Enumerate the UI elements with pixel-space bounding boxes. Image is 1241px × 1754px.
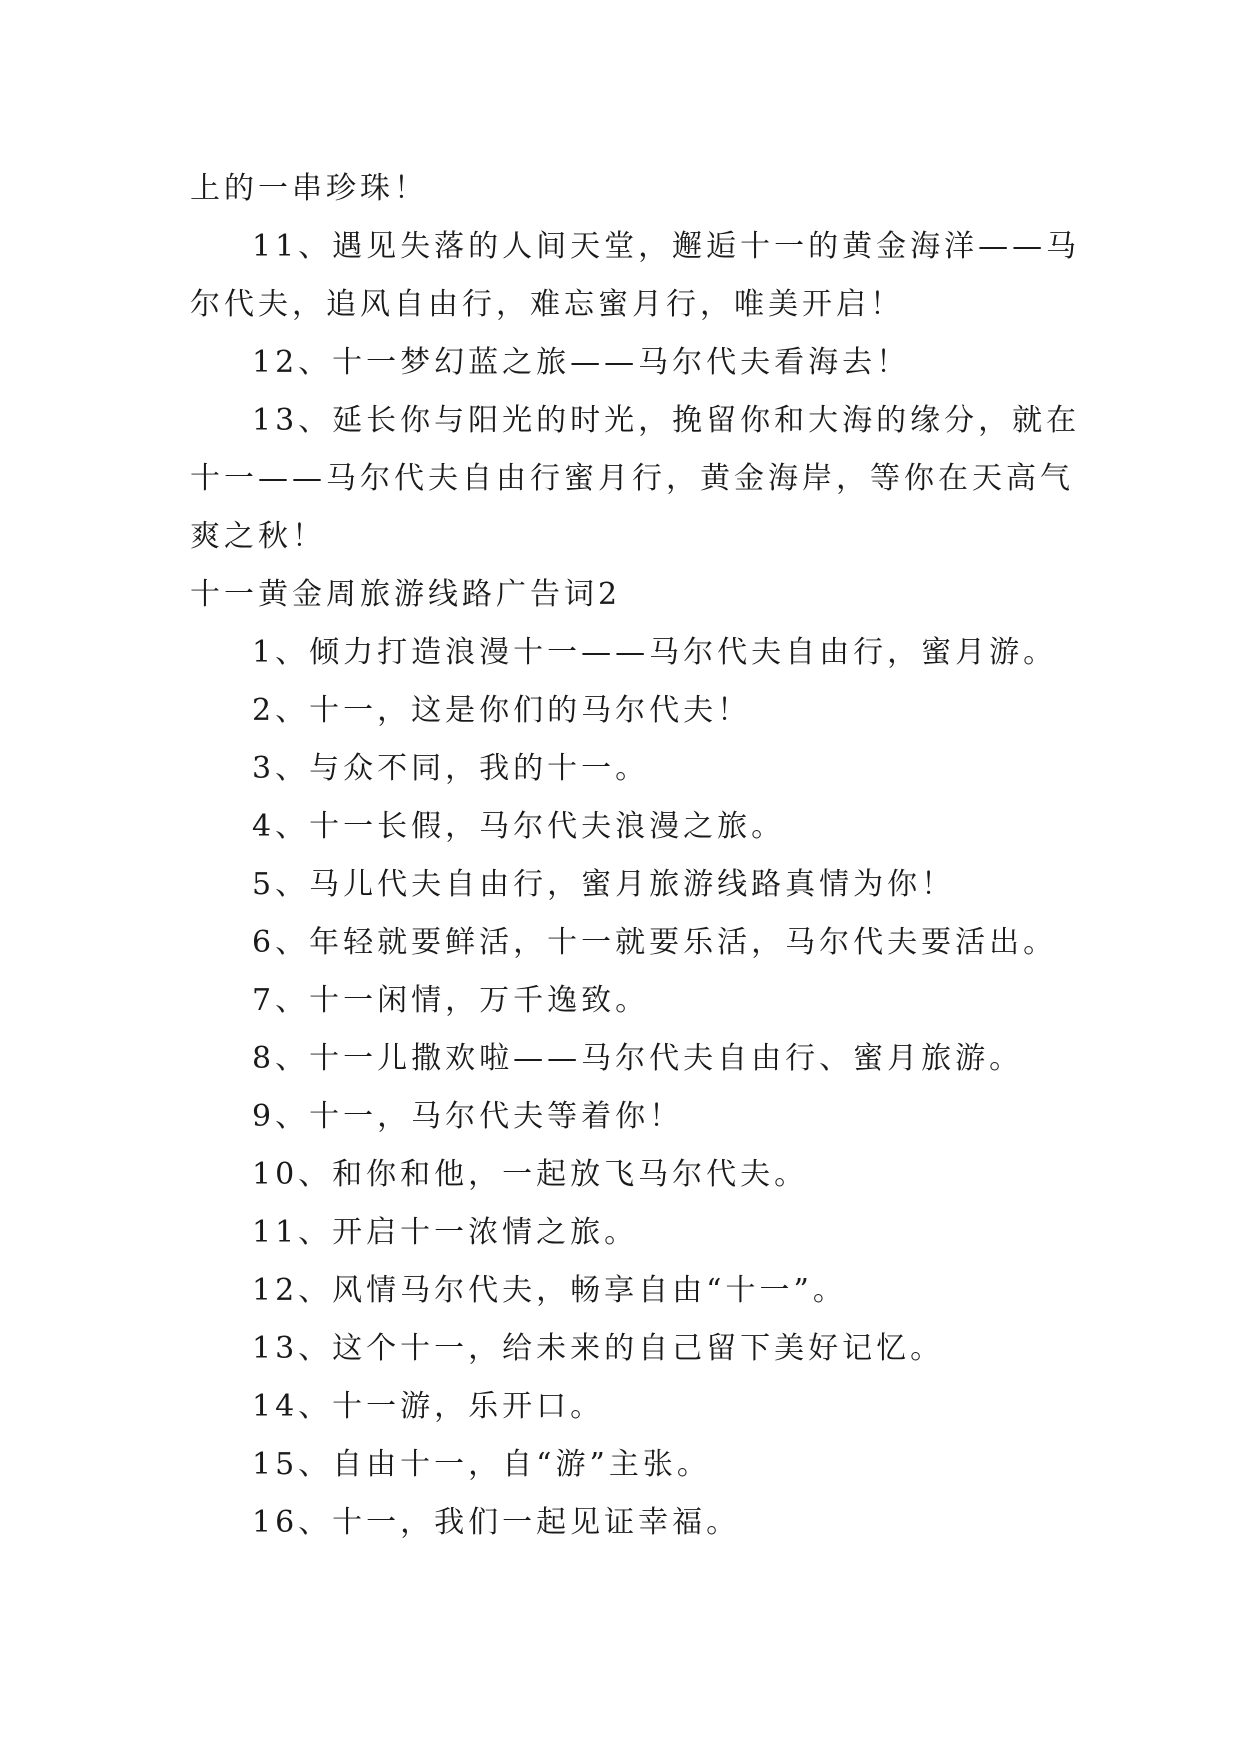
list-item: 5、马儿代夫自由行，蜜月旅游线路真情为你！ [252,867,956,902]
paragraph-line: 十一——马尔代夫自由行蜜月行，黄金海岸，等你在天高气 [190,461,1074,496]
paragraph-line: 11、遇见失落的人间天堂，邂逅十一的黄金海洋——马 [252,229,1081,264]
list-item: 12、风情马尔代夫，畅享自由“十一”。 [252,1273,847,1308]
paragraph-line: 13、延长你与阳光的时光，挽留你和大海的缘分，就在 [252,403,1081,438]
list-item: 6、年轻就要鲜活，十一就要乐活，马尔代夫要活出。 [252,925,1058,960]
section-heading: 十一黄金周旅游线路广告词2 [190,577,622,612]
paragraph-line: 上的一串珍珠！ [190,171,428,206]
list-item: 1、倾力打造浪漫十一——马尔代夫自由行，蜜月游。 [252,635,1058,670]
list-item: 9、十一，马尔代夫等着你！ [252,1099,684,1134]
list-item: 15、自由十一，自“游”主张。 [252,1447,711,1482]
list-item: 3、与众不同，我的十一。 [252,751,650,786]
paragraph-line: 尔代夫，追风自由行，难忘蜜月行，唯美开启！ [190,287,904,322]
list-item: 14、十一游，乐开口。 [252,1389,605,1424]
paragraph-line: 12、十一梦幻蓝之旅——马尔代夫看海去！ [252,345,911,380]
list-item: 13、这个十一，给未来的自己留下美好记忆。 [252,1331,945,1366]
list-item: 8、十一儿撒欢啦——马尔代夫自由行、蜜月旅游。 [252,1041,1024,1076]
list-item: 16、十一，我们一起见证幸福。 [252,1505,741,1540]
paragraph-line: 爽之秋！ [190,519,326,554]
list-item: 4、十一长假，马尔代夫浪漫之旅。 [252,809,786,844]
document-body [190,160,1081,1552]
list-item: 7、十一闲情，万千逸致。 [252,983,650,1018]
list-item: 2、十一，这是你们的马尔代夫！ [252,693,752,728]
list-item: 11、开启十一浓情之旅。 [252,1215,639,1250]
list-item: 10、和你和他，一起放飞马尔代夫。 [252,1157,809,1192]
